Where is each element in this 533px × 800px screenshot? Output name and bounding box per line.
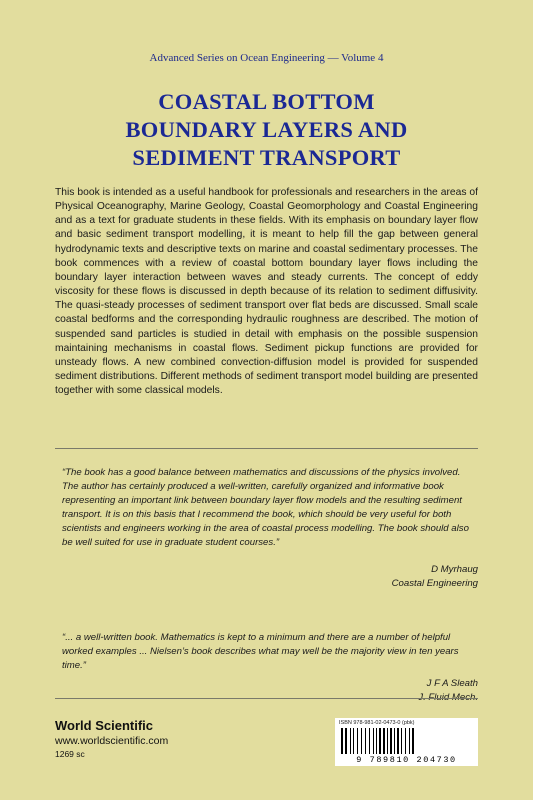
review-source-1: Coastal Engineering [391,578,478,589]
publisher-name: World Scientific [55,718,153,733]
book-description: This book is intended as a useful handbook for professionals and researchers in the areas of Physical Oceanography, Marine Geology, Coastal Geomorphology and Coastal Engineering and as a text for graduate students in these fields. With its emphasis on boundary layer flow and basic sediment transport modelling, it is meant to help fill the gap between general hydrodynamic texts and descriptive texts on marine and coastal sedimentary processes. The book commences with a review of coastal bottom boundary layer flows including the boundary layer interaction between waves and steady currents. The concept of eddy viscosity for these flows is discussed in depth because of its relation to sediment diffusivity. The quasi-steady processes of sediment transport over flat beds are discussed. Small scale coastal bedforms and the corresponding hydraulic roughness are described. The motion of suspended sand particles is studied in detail with emphasis on the possible suspension maintaining mechanisms in coastal flows. Sediment pickup functions are provided for unsteady flows. A new combined convection-diffusion model is provided for suspended sediment distributions. Different methods of sediment transport model building are presented together with some classical models. [55,187,478,397]
book-title [0,88,533,172]
series-line: Advanced Series on Ocean Engineering — Volume 4 [149,52,384,64]
review-attribution-2 [418,677,478,705]
publisher-code: 1269 sc [55,749,85,759]
divider-top [55,448,478,449]
publisher-block [55,718,275,760]
title-line-3: SEDIMENT TRANSPORT [132,145,401,170]
barcode-number: 9 789810 204730 [356,755,457,765]
divider-bottom [55,698,478,699]
isbn-label: ISBN 978-981-02-0473-0 (pbk) [339,720,415,726]
review-attribution-1 [392,563,478,591]
review-author-2: J F A Sleath [426,678,478,689]
barcode-icon [339,728,474,754]
title-line-2: BOUNDARY LAYERS AND [125,117,408,142]
review-author-1: D Myrhaug [431,564,478,575]
barcode-box [335,718,478,766]
publisher-url[interactable]: www.worldscientific.com [55,735,169,747]
review-quote-2: “... a well-written book. Mathematics is kept to a minimum and there are a number of helpful worked examples ... Nielsen’s book describes what may well be the majority view in ten years time.” [62,632,459,671]
review-quote-1: “The book has a good balance between mathematics and discussions of the physics involved. The author has certainly produced a well-written, carefully organized and informative book representing an important link between boundary layer flow models and the resulting sediment transport. It is on this basis that I recommend the book, which should be very useful for both scientists and engineers working in the area of coastal process modelling. The book should also be well suited for use in graduate student courses.” [62,467,469,548]
title-line-1: COASTAL BOTTOM [158,89,375,114]
